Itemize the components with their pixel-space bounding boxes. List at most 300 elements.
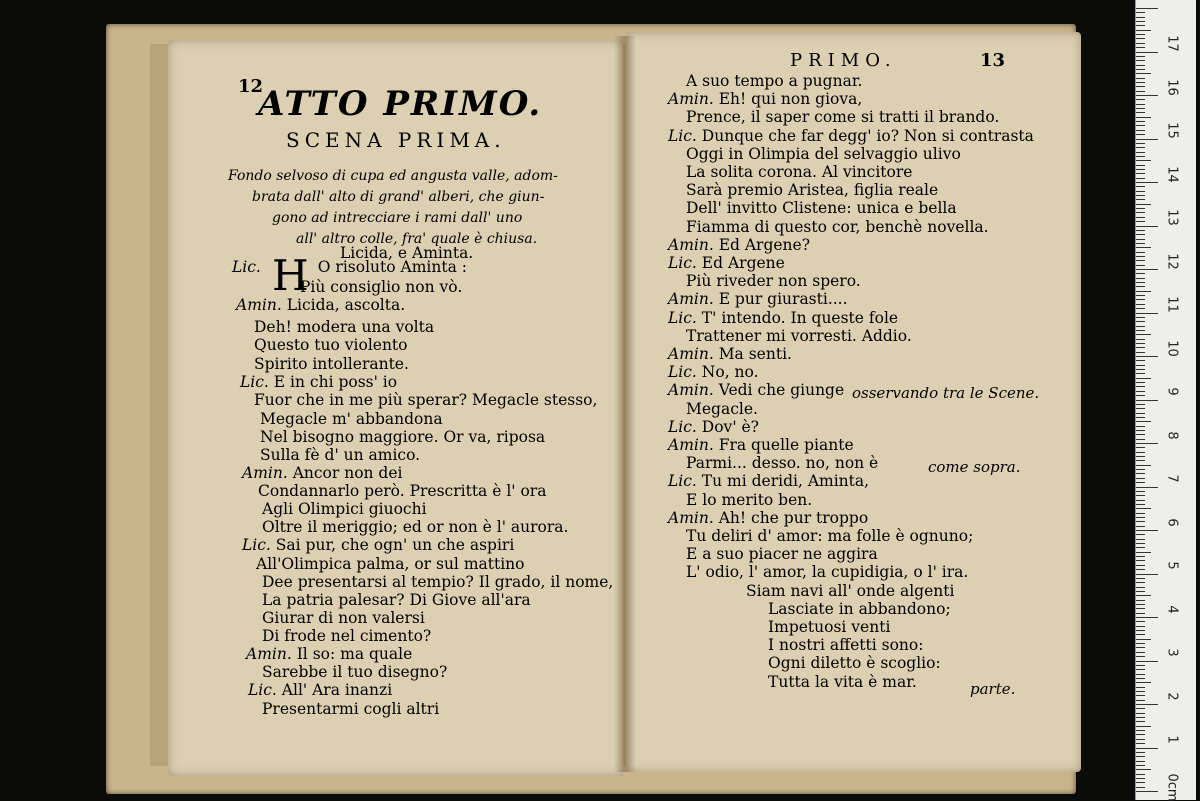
ruler-tick [1136,678,1145,679]
ruler-tick [1136,195,1145,196]
ruler-tick [1136,434,1145,435]
ruler-tick [1136,782,1145,783]
ruler-tick [1136,647,1145,648]
ruler-tick [1136,560,1145,561]
verse-text: Il so: ma quale [296,645,413,663]
ruler-tick [1136,282,1145,283]
verse-line [236,296,405,314]
verse-text: Spirito intollerante. [254,355,409,373]
verse-text: All'Olimpica palma, or sul mattino [256,555,525,573]
ruler-tick [1136,339,1145,340]
verse-line [686,272,861,290]
ruler-number: 2 [1164,691,1180,701]
ruler-tick [1136,617,1158,618]
ruler-tick [1136,65,1145,66]
verse-line [746,582,954,600]
verse-text: All' Ara inanzi [281,681,393,699]
ruler-tick [1136,269,1158,270]
ruler-tick [1136,8,1158,9]
verse-text: T' intendo. In queste fole [701,308,899,327]
verse-line [262,573,613,591]
ruler-tick [1136,247,1151,248]
verse-text: E a suo piacer ne aggira [686,545,878,564]
ruler-tick [1136,669,1145,670]
ruler-tick [1136,469,1145,470]
ruler-tick [1136,299,1145,300]
ruler-tick [1136,226,1158,227]
ruler-tick [1136,395,1145,396]
verse-line [686,145,961,163]
verse-text: Sarebbe il tuo disegno? [262,663,448,681]
left-page-number: 12 [238,76,264,97]
ruler-tick [1136,691,1145,692]
verse-line [262,700,439,718]
ruler-tick [1136,156,1145,157]
verse-line [260,410,443,428]
verse-line [686,72,862,90]
verse-line [668,381,844,399]
ruler-number: 12 [1164,252,1180,270]
verse-line [246,645,412,663]
ruler-tick [1136,504,1145,505]
ruler-tick [1136,652,1145,653]
verse-text: Fuor che in me più sperar? Megacle stesso, [254,391,598,409]
ruler-tick [1136,413,1145,414]
stage-direction-line: gono ad intrecciare i rami dall' uno [272,210,523,226]
ruler-number: 14 [1164,165,1180,183]
verse-text: Questo tuo violento [254,336,408,354]
ruler-tick [1136,400,1158,401]
ruler-tick [1136,121,1145,122]
ruler-tick [1136,613,1145,614]
ruler-tick [1136,587,1145,588]
ruler-tick [1136,69,1145,70]
ruler-tick [1136,700,1145,701]
ruler-tick [1136,38,1145,39]
verse-text: Prence, il saper come si tratti il brando. [686,108,1000,127]
ruler-tick [1136,630,1145,631]
ruler-tick [1136,595,1151,596]
verse-text: Megacle m' abbandona [260,410,443,428]
ruler-tick [1136,326,1145,327]
ruler-tick [1136,378,1151,379]
verse-text: Ah! che pur troppo [718,508,869,527]
ruler-tick [1136,643,1145,644]
ruler-number: 8 [1164,430,1180,440]
ruler-tick [1136,30,1151,31]
ruler-tick [1136,160,1151,161]
verse-text: Dee presentarsi al tempio? Il grado, il nome, [262,573,614,591]
verse-line [668,363,759,381]
ruler-tick [1136,534,1145,535]
verse-line [668,509,868,527]
ruler-tick [1136,408,1145,409]
verse-line [262,518,568,536]
verse-line [262,609,425,627]
ruler-tick [1136,178,1145,179]
characters-line: Licida, e Aminta. [340,244,474,262]
verse-line [258,482,546,500]
ruler-tick [1136,482,1145,483]
verse-line [768,636,923,654]
ruler-number: 4 [1164,604,1180,614]
verse-line [686,163,912,181]
ruler-tick [1136,578,1145,579]
verse-text: Sulla fè d' un amico. [260,446,421,464]
verse-line [686,527,973,545]
verse-text: Ed Argene? [718,235,811,254]
ruler-tick [1136,304,1145,305]
ruler-tick [1136,426,1145,427]
ruler-tick [1136,273,1145,274]
verse-text: E pur giurasti.... [718,290,848,309]
verse-text: La patria palesar? Di Giove all'ara [262,591,531,609]
ruler-tick [1136,774,1145,775]
ruler-tick [1136,569,1145,570]
ruler-tick [1136,221,1145,222]
ruler-tick [1136,665,1145,666]
ruler-tick [1136,778,1145,779]
speaker-label: Lic. [242,536,276,554]
ruler-tick [1136,626,1145,627]
verse-text: Tu deliri d' amor: ma folle è ognuno; [686,527,974,545]
ruler-tick [1136,574,1158,575]
verse-line [768,654,941,672]
verse-text: I nostri affetti sono: [768,636,924,655]
ruler-number: 15 [1164,122,1180,139]
verse-line [768,618,890,636]
speaker-label: Amin. [668,90,719,109]
ruler-tick [1136,239,1145,240]
verse-line [256,555,525,573]
ruler-number: 6 [1164,517,1180,527]
verse-line [262,500,427,518]
verse-line [686,327,912,345]
ruler-tick [1136,526,1145,527]
verse-text: Sarà premio Aristea, figlia reale [686,181,939,200]
ruler-tick [1136,721,1145,722]
ruler-tick [1136,108,1145,109]
ruler-tick [1136,530,1158,531]
ruler-tick [1136,682,1151,683]
ruler-tick [1136,256,1145,257]
verse-text: A suo tempo a pugnar. [686,72,863,90]
verse-line [232,258,467,276]
verse-text: Trattener mi vorresti. Addio. [686,326,912,345]
ruler-tick [1136,421,1151,422]
speaker-label: Lic. [668,254,702,272]
speaker-label: Amin. [242,464,293,482]
stage-note-parte: parte. [970,680,1016,698]
ruler-tick [1136,321,1145,322]
ruler-tick [1136,191,1145,192]
ruler-number: 16 [1164,78,1180,96]
ruler-tick [1136,639,1151,640]
speaker-label: Lic. [668,363,702,382]
ruler-tick [1136,317,1145,318]
verse-line [262,663,447,681]
verse-text: Agli Olimpici giuochi [262,500,427,518]
verse-text: Lasciate in abbandono; [768,599,951,618]
ruler-tick [1136,165,1145,166]
ruler-tick [1136,295,1145,296]
verse-line [254,355,409,373]
ruler-tick [1136,752,1145,753]
verse-line [686,400,758,418]
ruler-tick [1136,565,1145,566]
ruler-tick [1136,495,1145,496]
ruler-tick [1136,674,1145,675]
ruler-tick [1136,687,1145,688]
verse-text: Dov' è? [701,417,759,436]
ruler-tick [1136,117,1151,118]
ruler-tick [1136,661,1158,662]
ruler-tick [1136,713,1145,714]
ruler-tick [1136,382,1145,383]
verse-line [668,290,848,308]
verse-text: Tu mi deridi, Aminta, [701,472,870,491]
verse-text: Nel bisogno maggiore. Or va, riposa [260,428,546,446]
speaker-label: Amin. [668,290,719,309]
ruler-tick [1136,104,1145,105]
ruler-tick [1136,56,1145,57]
ruler-tick [1136,600,1145,601]
verse-line [668,236,810,254]
ruler-tick [1136,704,1158,705]
speaker-label: Amin. [246,645,297,663]
speaker-label: Lic. [668,472,702,491]
ruler-tick [1136,313,1158,314]
speaker-label: Lic. [232,258,266,276]
right-page-number: 13 [980,50,1006,71]
speaker-label: Lic. [668,417,702,436]
speaker-label: Amin. [668,381,719,400]
measuring-ruler [1135,0,1196,800]
ruler-tick [1136,112,1145,113]
verse-line [262,627,431,645]
ruler-tick [1136,517,1145,518]
verse-line [668,127,1034,145]
ruler-tick [1136,365,1145,366]
verse-text: Parmi... desso. no, non è [686,454,879,473]
stage-note-come-sopra: come sopra. [928,458,1021,476]
ruler-tick [1136,47,1145,48]
ruler-tick [1136,465,1151,466]
ruler-tick [1136,252,1145,253]
ruler-tick [1136,265,1145,266]
verse-line [300,278,462,296]
ruler-tick [1136,695,1145,696]
ruler-tick [1136,86,1145,87]
ruler-number: 3 [1164,648,1180,657]
verse-line [668,436,854,454]
speaker-label: Amin. [668,345,719,363]
ruler-tick [1136,521,1145,522]
verse-line [240,373,397,391]
verse-text: L' odio, l' amor, la cupidigia, o l' ira. [686,563,969,582]
speaker-label: Amin. [236,296,287,314]
verse-line [686,199,957,217]
ruler-tick [1136,286,1145,287]
verse-text: E lo merito ben. [686,490,813,509]
ruler-tick [1136,487,1158,488]
ruler-tick [1136,291,1151,292]
verse-line [242,536,514,554]
ruler-tick [1136,204,1151,205]
ruler-tick [1136,169,1145,170]
scene-title: SCENA PRIMA. [286,128,506,152]
ruler-tick [1136,552,1151,553]
verse-text: Giurar di non valersi [262,609,425,627]
ruler-tick [1136,334,1151,335]
ruler-tick [1136,443,1158,444]
ruler-tick [1136,717,1145,718]
verse-text: Condannarlo però. Prescritta è l' ora [258,482,547,500]
verse-text: Megacle. [686,399,758,418]
ruler-tick [1136,743,1145,744]
ruler-tick [1136,152,1145,153]
verse-text: Più consiglio non vò. [300,278,463,296]
ruler-tick [1136,765,1145,766]
ruler-tick [1136,513,1145,514]
speaker-label: Lic. [668,308,702,327]
verse-text: Tutta la vita è mar. [768,672,917,691]
verse-line [260,428,545,446]
verse-line [686,218,989,236]
verse-text: Presentarmi cogli altri [262,700,440,718]
ruler-tick [1136,12,1145,13]
ruler-tick [1136,456,1145,457]
ruler-tick [1136,478,1145,479]
verse-line [262,591,531,609]
ruler-tick [1136,360,1145,361]
ruler-tick [1136,473,1145,474]
ruler-tick [1136,347,1145,348]
ruler-tick [1136,491,1145,492]
verse-line [260,446,420,464]
ruler-number: 0cm [1164,773,1180,801]
verse-text: Dunque che far degg' io? Non si contrasta [701,126,1034,145]
ruler-tick [1136,373,1145,374]
ruler-tick [1136,78,1145,79]
verse-line [686,563,968,581]
act-title: ATTO PRIMO. [258,84,543,124]
ruler-number: 5 [1164,561,1180,570]
ruler-tick [1136,608,1145,609]
ruler-number: 7 [1164,474,1180,483]
ruler-tick [1136,508,1151,509]
ruler-tick [1136,125,1145,126]
verse-text: Eh! qui non giova, [718,90,863,109]
ruler-tick [1136,43,1145,44]
ruler-tick [1136,17,1145,18]
speaker-label: Lic. [240,373,274,391]
ruler-tick [1136,147,1145,148]
stage-direction-line: brata dall' alto di grand' alberi, che giun- [252,189,545,205]
verse-line [668,309,898,327]
ruler-tick [1136,539,1145,540]
ruler-tick [1136,769,1151,770]
ruler-tick [1136,656,1145,657]
ruler-tick [1136,439,1145,440]
ruler-tick [1136,21,1145,22]
ruler-tick [1136,734,1145,735]
verse-text: O risoluto Aminta : [317,258,467,276]
verse-text: Oltre il meriggio; ed or non è l' aurora. [262,518,569,536]
ruler-number: 17 [1164,35,1180,52]
ruler-tick [1136,217,1145,218]
verse-line [668,472,869,490]
ruler-tick [1136,726,1151,727]
verse-text: Sai pur, che ogn' un che aspiri [275,536,515,554]
verse-line [668,345,792,363]
ruler-tick [1136,756,1145,757]
verse-text: Ogni diletto è scoglio: [768,654,941,673]
ruler-tick [1136,139,1158,140]
ruler-tick [1136,343,1145,344]
running-head: PRIMO. [790,50,897,71]
ruler-tick [1136,60,1145,61]
ruler-tick [1136,748,1158,749]
ruler-tick [1136,730,1145,731]
ruler-tick [1136,417,1145,418]
verse-text: E in chi poss' io [273,373,398,391]
verse-text: Dell' invitto Clistene: unica e bella [686,199,957,218]
ruler-tick [1136,99,1145,100]
ruler-tick [1136,352,1145,353]
ruler-tick [1136,73,1151,74]
ruler-tick [1136,582,1145,583]
ruler-tick [1136,234,1145,235]
verse-text: Più riveder non spero. [686,272,861,291]
ruler-tick [1136,430,1145,431]
ruler-tick [1136,500,1145,501]
verse-text: Fiamma di questo cor, benchè novella. [686,217,989,236]
book-gutter [614,36,636,772]
verse-text: Deh! modera una volta [254,318,435,336]
verse-text: Ma senti. [718,345,792,363]
verse-line [254,391,597,409]
ruler-tick [1136,330,1145,331]
verse-text: Vedi che giunge [718,381,845,400]
ruler-tick [1136,634,1145,635]
ruler-tick [1136,604,1145,605]
ruler-tick [1136,369,1145,370]
ruler-tick [1136,543,1145,544]
ruler-tick [1136,591,1145,592]
verse-text: La solita corona. Al vincitore [686,163,913,181]
ruler-tick [1136,208,1145,209]
ruler-tick [1136,25,1145,26]
ruler-tick [1136,82,1145,83]
ruler-tick [1136,621,1145,622]
ruler-tick [1136,173,1145,174]
ruler-tick [1136,243,1145,244]
verse-line [768,673,917,691]
verse-text: Di frode nel cimento? [262,627,432,645]
speaker-label: Lic. [248,681,282,699]
ruler-tick [1136,186,1145,187]
ruler-tick [1136,278,1145,279]
ruler-tick [1136,391,1145,392]
ruler-tick [1136,791,1158,792]
ruler-number: 11 [1164,296,1180,313]
speaker-label: Amin. [668,235,719,254]
stage-direction-line: all' altro colle, fra' quale è chiusa. [296,231,538,247]
verse-text: No, no. [701,363,759,382]
verse-line [248,681,392,699]
ruler-tick [1136,708,1145,709]
